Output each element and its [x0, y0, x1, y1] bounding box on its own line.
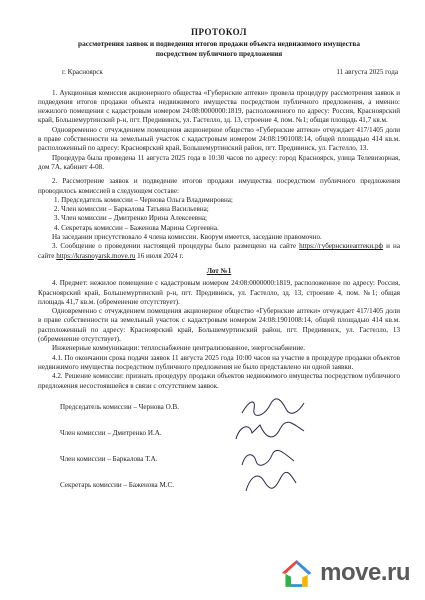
- lot-paragraph-2: Одновременно с отчуждением помещения акционерное общество «Губернские аптеки» отчуждает 417/1405 доли в праве собственности на земельный участок с кадастровым номером 24:08:1901008:14, общей площадью 414 кв.м. расположенный по адресу: Красноярский край, Большемуртинский район, пгт. Предивинск, ул. Гастелло, 13 (обременение отсутствует).: [38, 307, 400, 344]
- member-item: 4. Секретарь комиссии – Баженова Марина Сергеевна.: [54, 223, 219, 232]
- lot-paragraph-5: 4.2. Решение комиссии: признать процедуру продажи объектов недвижимого имущества посредством публичного предложения несостоявшейся в связи с отсутствием заявок.: [38, 372, 400, 390]
- paragraph-1: 1. Аукционная комиссия акционерного общества «Губернские аптеки» провела процедуру рассмотрения заявок и подведения итогов продажи объекта недвижимого имущества посредством публичного предложения, а именно: нежилого помещения с кадастровым номером 24:08:0000000:1819, расположенного по адресу: Россия, Красноярский край, Большемуртинский р-н, пгт. Предивинск, ул. Гастелло, зд. 13, строение 4, пом. №1; общая площадь 41,7 кв.м.: [38, 88, 400, 125]
- handwritten-signature-icon: [238, 447, 298, 469]
- paragraph-5-end: 16 июля 2024 г.: [135, 251, 184, 260]
- handwritten-signature-icon: [240, 469, 300, 495]
- site-link-1[interactable]: https://губернскиеаптеки.рф: [299, 242, 384, 251]
- house-logo-icon: [278, 555, 315, 591]
- signature-label: Председатель комиссии – Чернова О.В.: [60, 402, 179, 411]
- lot-paragraph-4: 4.1. По окончании срока подачи заявок 11 августа 2025 года 10:00 часов на участие в процедуре продажи объектов недвижимого имущества посредством публичного предложения не было представлено ни одной заявки.: [38, 353, 400, 371]
- signature-label: Секретарь комиссии – Баженова М.С.: [60, 480, 175, 489]
- paragraph-4: 2. Рассмотрение заявок и подведение итогов продажи имущества посредством публичного предложения проводилось комиссией в следующем составе:: [38, 177, 400, 195]
- document-title: ПРОТОКОЛ: [191, 27, 247, 37]
- document-subtitle-line2: посредством публичного предложения: [155, 48, 283, 58]
- signature-label: Член комиссии – Баркалова Т.А.: [60, 454, 158, 463]
- paragraph-3: Процедура была проведена 11 августа 2025 года в 10:30 часов по адресу: город Красноярск, улица Телевизорная, дом 7А, кабинет 4-08.: [38, 153, 400, 171]
- lot-paragraph-1: 4. Предмет: нежилое помещение с кадастровым номером 24:08:0000000:1819, расположенное по адресу: Россия, Красноярский край, Большемуртинский р-н, пгт. Предивинск, ул. Гастелло, зд. 13, строение 4, пом. №1; общая площадь 41,7 кв.м. (обременение отсутствует).: [38, 279, 400, 306]
- document-place: г. Красноярск: [62, 68, 103, 77]
- site-link-2[interactable]: https://krasnoyarsk.move.ru: [56, 251, 136, 260]
- document-subtitle-line1: рассмотрения заявок и подведения итогов продажи объекта недвижимого имущества: [78, 39, 360, 49]
- quorum-text: На заседании присутствовало 4 члена комиссии. Кворум имеется, заседание правомочно.: [52, 233, 322, 242]
- lot-title: Лот №1: [206, 266, 232, 275]
- lot-paragraph-3: Инженерные коммуникации: теплоснабжение централизованное, энергоснабжение.: [52, 344, 306, 353]
- member-item: 3. Член комиссии – Дмитренко Ирина Алексеевна;: [54, 214, 207, 223]
- signature-row: [60, 429, 400, 455]
- document-date: 11 августа 2025 года: [336, 68, 398, 77]
- protocol-document: [38, 28, 400, 507]
- signature-row: [60, 455, 400, 481]
- signature-label: Член комиссии – Дмитренко И.А.: [60, 428, 162, 437]
- watermark-text: move.ru: [320, 559, 410, 586]
- handwritten-signature-icon: [230, 419, 310, 445]
- member-item: 1. Председатель комиссии – Чернова Ольга Владимировна;: [54, 195, 233, 204]
- signature-block: [38, 403, 400, 507]
- handwritten-signature-icon: [238, 397, 308, 419]
- member-item: 2. Член комиссии – Баркалова Татьяна Васильевна;: [54, 205, 209, 214]
- move-ru-watermark: [278, 553, 410, 593]
- paragraph-5-start: 3. Сообщение о проведении настоящей процедуры было размещено на сайте: [52, 242, 297, 251]
- place-date-row: [62, 68, 398, 77]
- paragraph-5: [38, 242, 400, 261]
- signature-row: [60, 481, 400, 507]
- paragraph-2: Одновременно с отчуждением помещения акционерное общество «Губернские аптеки» отчуждает 417/1405 доли в праве собственности на земельный участок с кадастровым номером 24:08:1901008:14, общей площадью 414 кв.м. расположенный по адресу: Красноярский край, Большемуртинский район, пгт. Предивинск, ул. Гастелло, 13.: [38, 125, 400, 153]
- paragraph-5-mid: и на сайте: [38, 242, 401, 260]
